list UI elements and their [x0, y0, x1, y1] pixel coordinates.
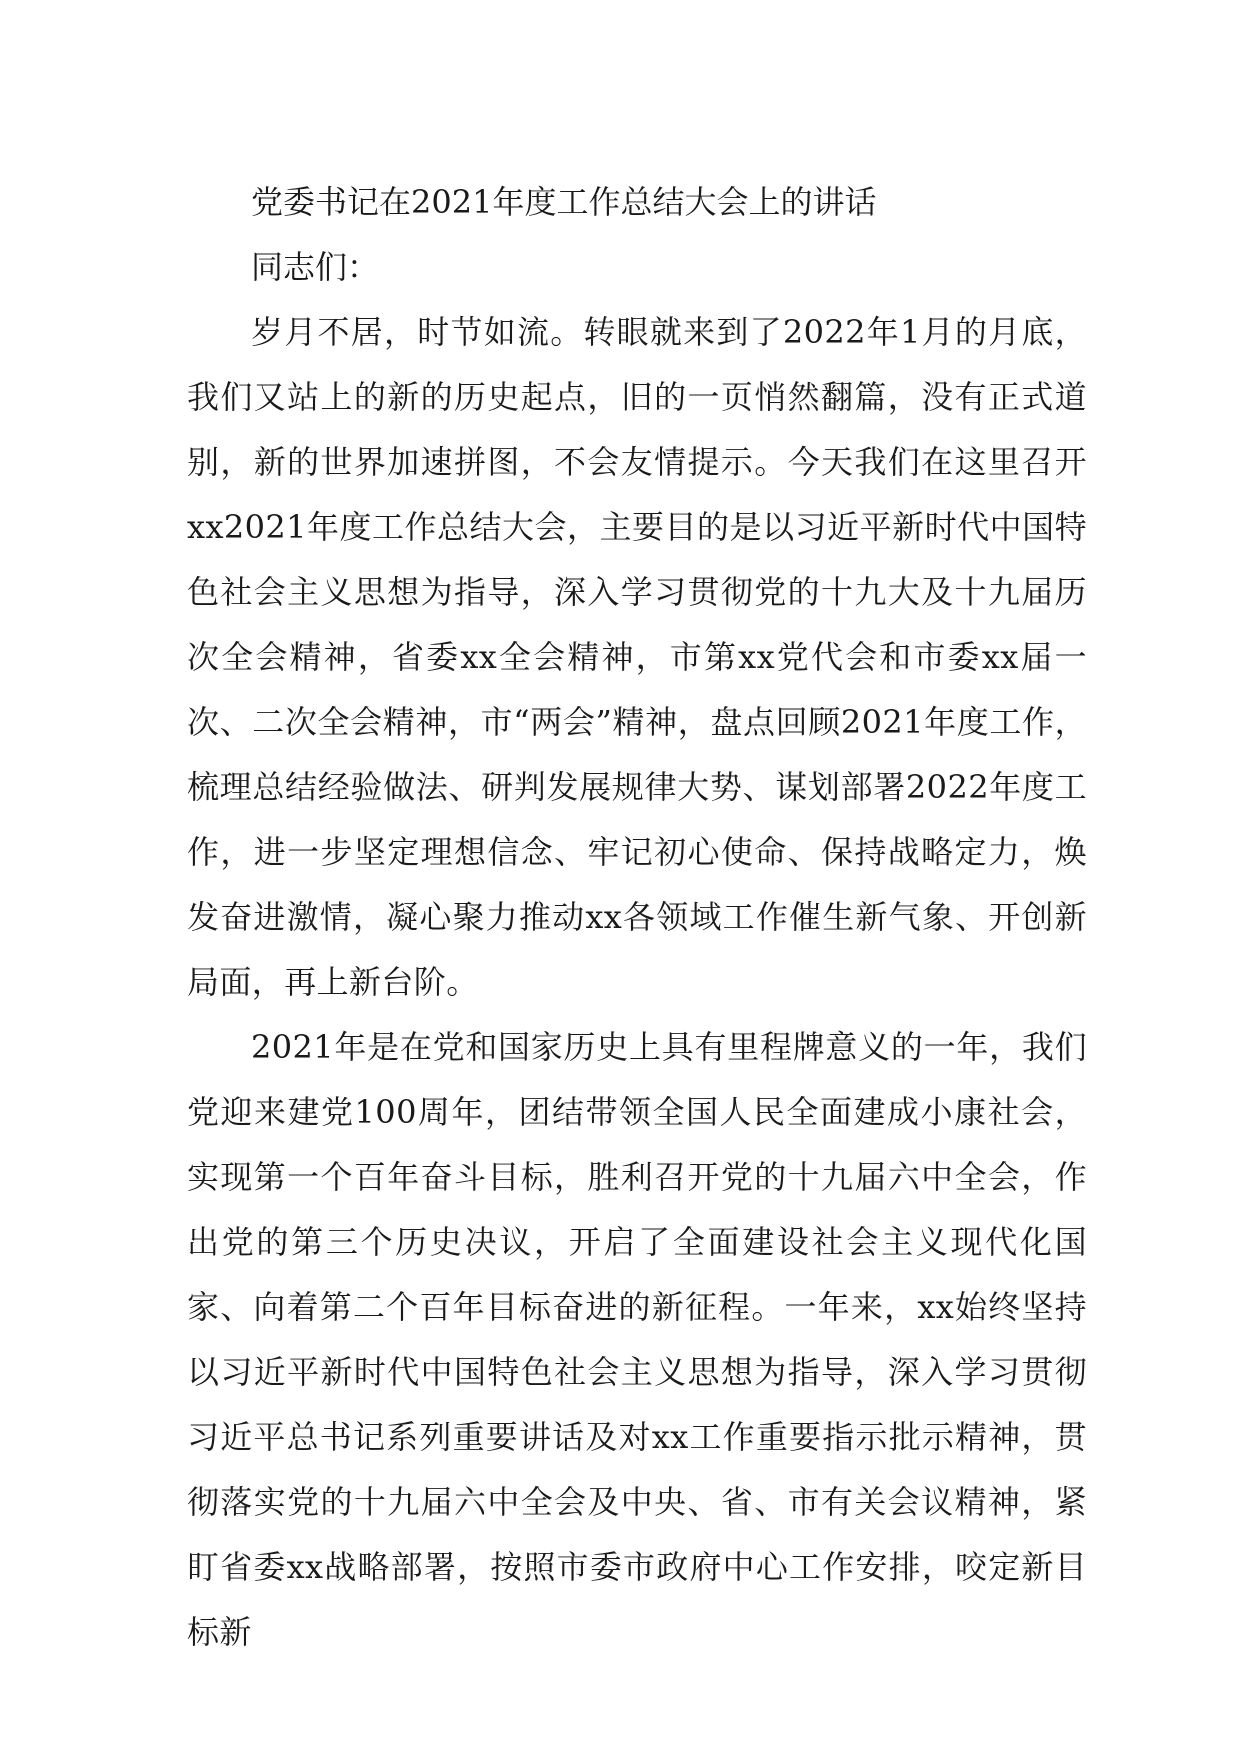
speech-title: 党委书记在2021年度工作总结大会上的讲话: [251, 183, 877, 221]
salutation: 同志们：: [251, 248, 380, 286]
document-body: [187, 170, 1087, 1665]
paragraph-review-2021: 2021年是在党和国家历史上具有里程牌意义的一年，我们党迎来建党100周年，团结带领全国人民全面建成小康社会，实现第一个百年奋斗目标，胜利召开党的十九届六中全会，作出党的第三个历史决议，开启了全面建设社会主义现代化国家、向着第二个百年目标奋进的新征程。一年来，xx始终坚持以习近平新时代中国特色社会主义思想为指导，深入学习贯彻习近平总书记系列重要讲话及对xx工作重要指示批示精神，贯彻落实党的十九届六中全会及中央、省、市有关会议精神，紧盯省委xx战略部署，按照市委市政府中心工作安排，咬定新目标新: [187, 1028, 1087, 1651]
paragraph-opening: 岁月不居，时节如流。转眼就来到了2022年1月的月底，我们又站上的新的历史起点，旧的一页悄然翻篇，没有正式道别，新的世界加速拼图，不会友情提示。今天我们在这里召开xx2021年度工作总结大会，主要目的是以习近平新时代中国特色社会主义思想为指导，深入学习贯彻党的十九大及十九届历次全会精神，省委xx全会精神，市第xx党代会和市委xx届一次、二次全会精神，市“两会”精神，盘点回顾2021年度工作，梳理总结经验做法、研判发展规律大势、谋划部署2022年度工作，进一步坚定理想信念、牢记初心使命、保持战略定力，焕发奋进激情，凝心聚力推动xx各领域工作催生新气象、开创新局面，再上新台阶。: [187, 313, 1087, 1001]
